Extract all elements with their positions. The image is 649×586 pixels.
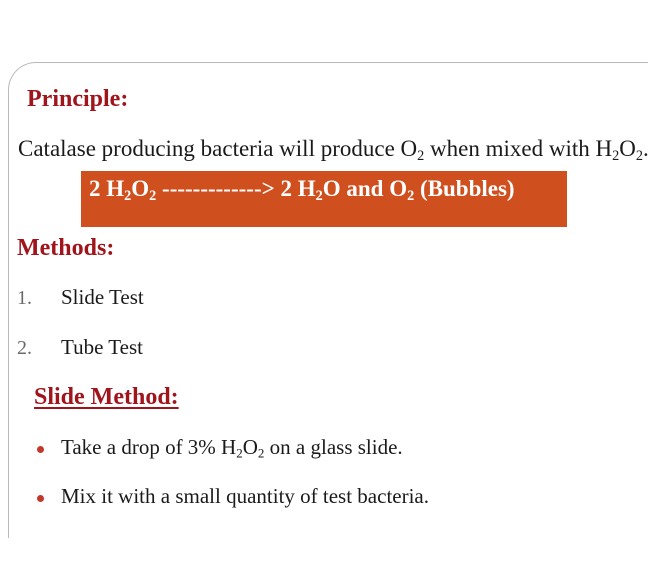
- principle-text: [18, 136, 649, 164]
- equation-part: (Bubbles): [414, 176, 515, 201]
- subscript: 2: [407, 187, 415, 204]
- equation-part: 2 H: [89, 176, 125, 201]
- bullet-icon: [37, 446, 44, 453]
- principle-text-part: when mixed with H: [424, 136, 613, 161]
- step-text-part: Mix it with a small quantity of test bacteria.: [61, 484, 430, 508]
- subscript: 2: [149, 187, 157, 204]
- methods-heading: Methods:: [17, 235, 115, 261]
- equation-part: O: [131, 176, 150, 201]
- subscript: 2: [315, 187, 323, 204]
- subscript: 2: [612, 147, 620, 164]
- step-text-part: on a glass slide.: [264, 435, 403, 459]
- equation-part: -------------> 2 H: [156, 176, 316, 201]
- slide-method-step: [61, 486, 429, 507]
- slide-method-step: [61, 435, 403, 461]
- principle-heading: Principle:: [27, 86, 129, 112]
- step-text-part: O: [242, 435, 258, 459]
- subscript: 2: [635, 147, 643, 164]
- method-item-tube-test: Tube Test: [61, 335, 143, 359]
- principle-text-part: Catalase producing bacteria will produce O: [18, 136, 418, 161]
- subscript: 2: [257, 445, 265, 461]
- list-number: 2.: [17, 337, 32, 359]
- equation-part: O and O: [322, 176, 408, 201]
- step-text-part: Take a drop of 3% H: [61, 435, 237, 459]
- reaction-equation-box: [81, 171, 567, 227]
- subscript: 2: [124, 187, 132, 204]
- reaction-equation: [89, 176, 515, 204]
- bullet-icon: [37, 495, 44, 502]
- subscript: 2: [236, 445, 243, 461]
- list-number: 1.: [17, 287, 32, 309]
- slide-method-heading: Slide Method:: [34, 384, 179, 410]
- method-item-slide-test: Slide Test: [61, 285, 144, 309]
- principle-text-part: O: [619, 136, 636, 161]
- principle-text-part: .: [642, 136, 649, 161]
- subscript: 2: [417, 147, 425, 164]
